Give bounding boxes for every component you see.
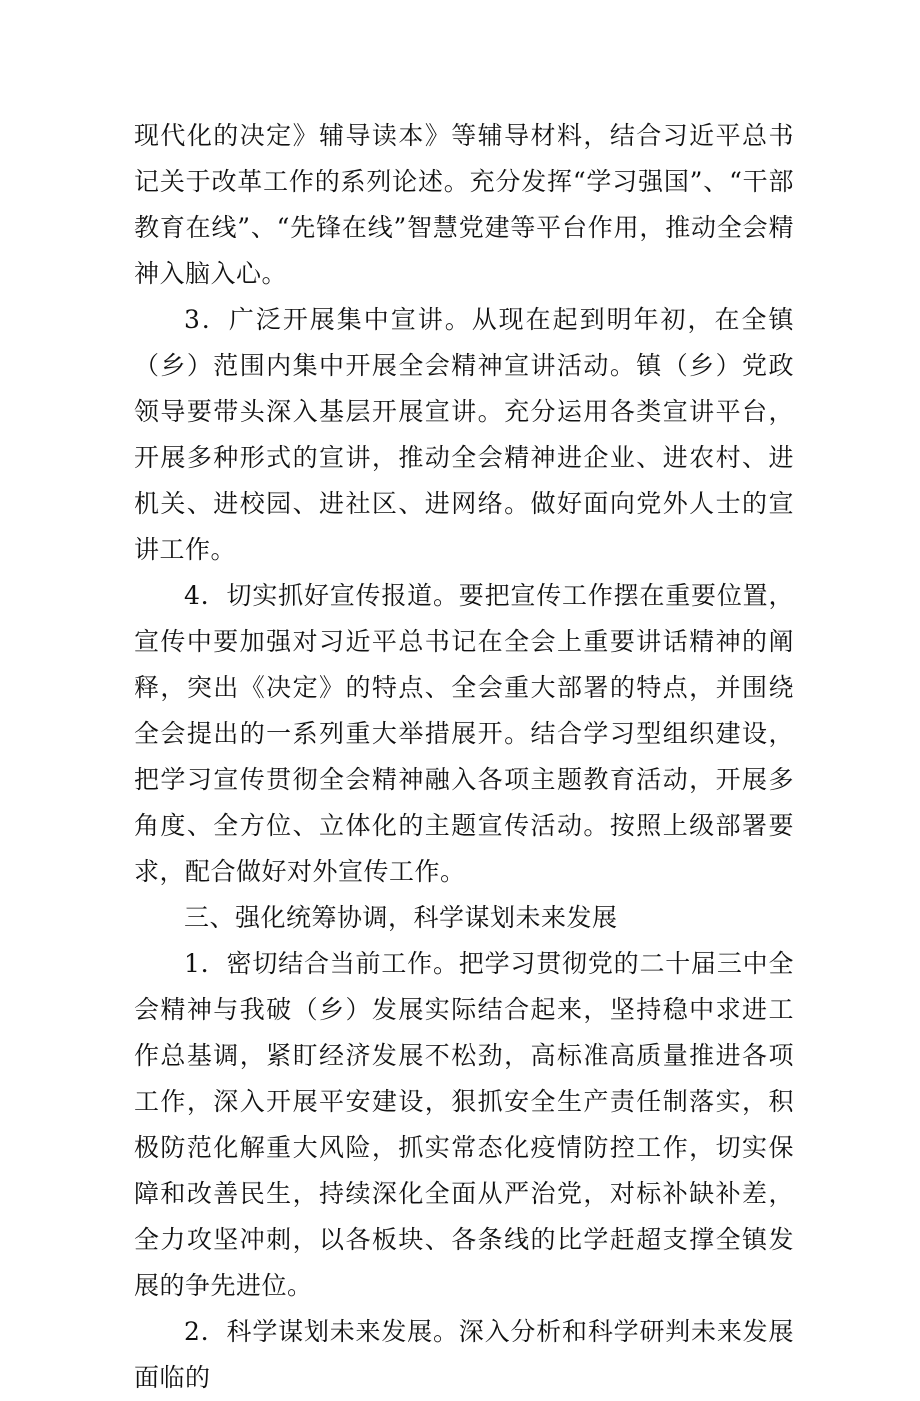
paragraph-continuation: 现代化的决定》辅导读本》等辅导材料，结合习近平总书记关于改革工作的系列论述。充分发挥“学习强国”、“干部教育在线”、“先锋在线”智慧党建等平台作用，推动全会精神入脑入心。 — [134, 121, 794, 288]
section-3-heading: 三、强化统筹协调，科学谋划未来发展 — [184, 903, 618, 932]
item-3-paragraph: 3．广泛开展集中宣讲。从现在起到明年初，在全镇（乡）范围内集中开展全会精神宣讲活动。镇（乡）党政领导要带头深入基层开展宣讲。充分运用各类宣讲平台，开展多种形式的宣讲，推动全会精神进企业、进农村、进机关、进校园、进社区、进网络。做好面向党外人士的宣讲工作。 — [134, 305, 794, 564]
document-body — [134, 113, 794, 1401]
section-3-item-2-paragraph: 2．科学谋划未来发展。深入分析和科学研判未来发展面临的 — [134, 1317, 794, 1392]
section-3-item-1-paragraph: 1．密切结合当前工作。把学习贯彻党的二十届三中全会精神与我破（乡）发展实际结合起来，坚持稳中求进工作总基调，紧盯经济发展不松劲，高标准高质量推进各项工作，深入开展平安建设，狠抓安全生产责任制落实，积极防范化解重大风险，抓实常态化疫情防控工作，切实保障和改善民生，持续深化全面从严治党，对标补缺补差，全力攻坚冲刺，以各板块、各条线的比学赶超支撑全镇发展的争先进位。 — [134, 949, 794, 1300]
item-4-paragraph: 4．切实抓好宣传报道。要把宣传工作摆在重要位置，宣传中要加强对习近平总书记在全会上重要讲话精神的阐释，突出《决定》的特点、全会重大部署的特点，并围绕全会提出的一系列重大举措展开。结合学习型组织建设，把学习宣传贯彻全会精神融入各项主题教育活动，开展多角度、全方位、立体化的主题宣传活动。按照上级部署要求，配合做好对外宣传工作。 — [134, 581, 794, 886]
